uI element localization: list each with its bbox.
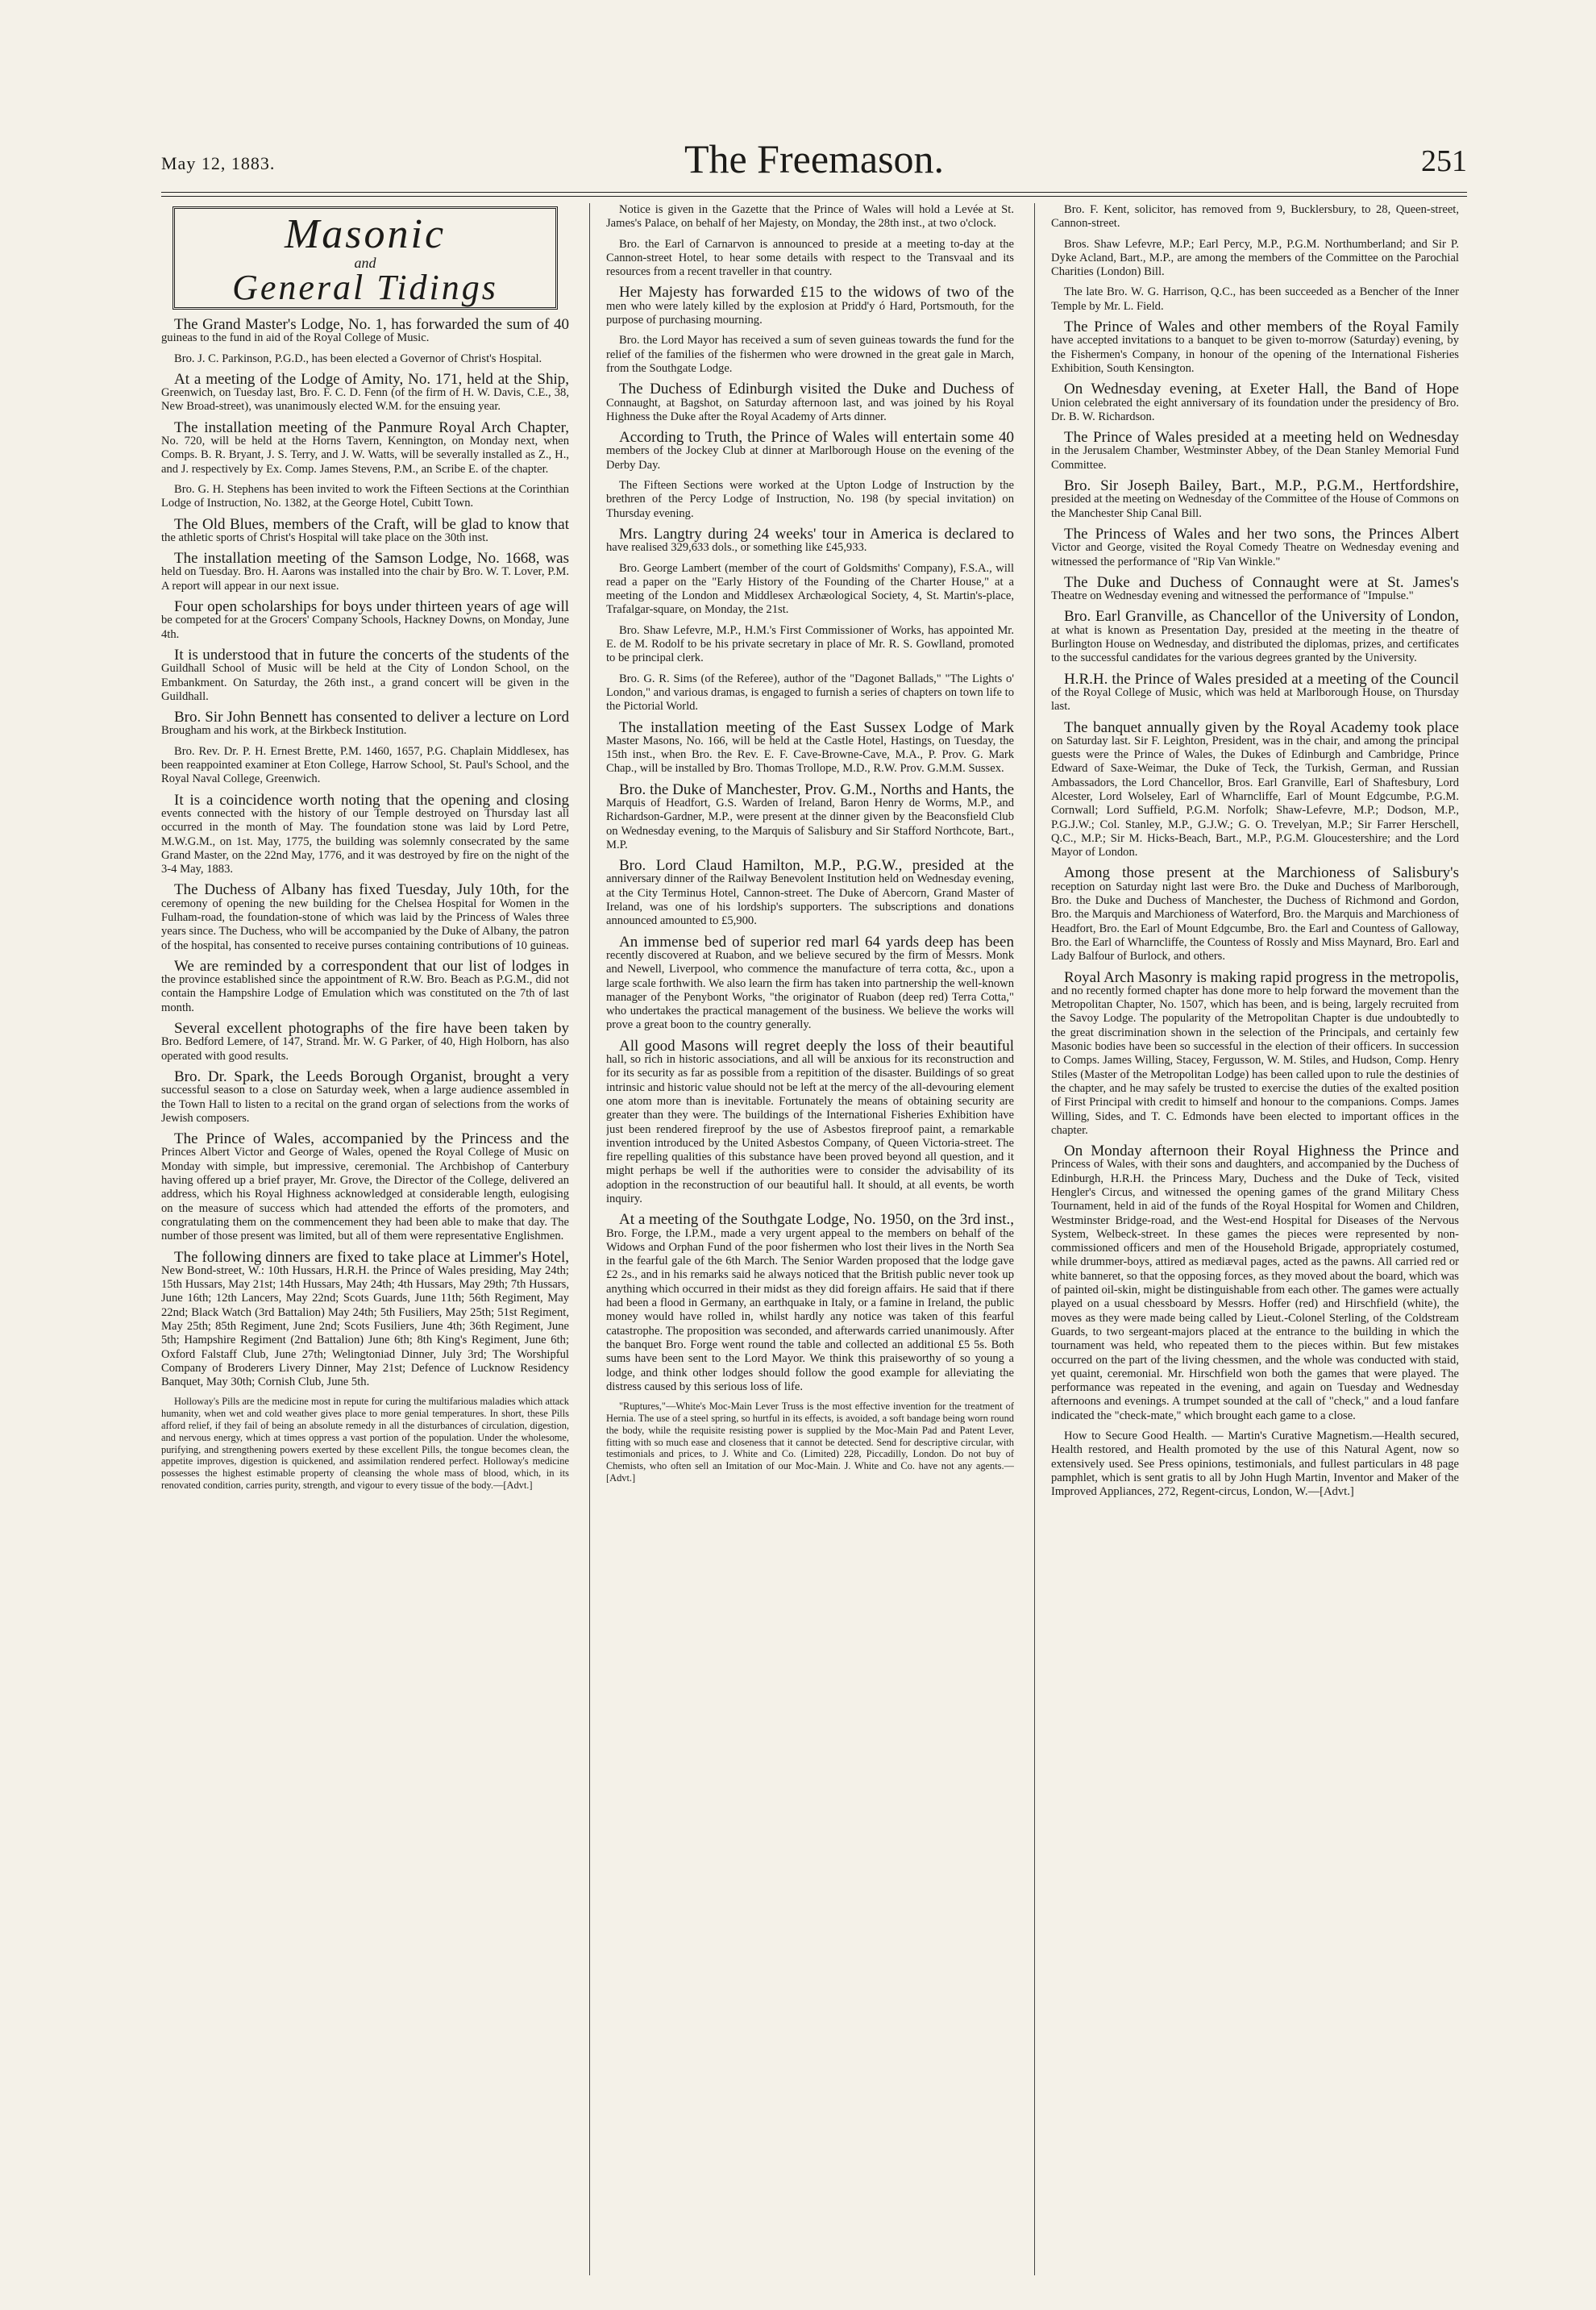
advertisement: Holloway's Pills are the medicine most in repute for curing the multifarious maladies which attack humanity, when wet and cold weather gives place to more genial temperatures. In short, these Pills afford relief, if they fail of being an absolute remedy in all the disturbances of circulation, digestion, and nervous energy, which at times oppress a vast portion of the population. Under the wholesome, purifying, and strengthening powers exerted by these excellent Pills, the tongue becomes clean, the appetite improves, digestion is quickened, and assimilation rendered perfect. Holloway's medicine possesses the highest estimable property of cleansing the whole mass of blood, which, in its renovated condition, carries purity, strength, and vigour to every tissue of the body.—[Advt.] [161, 1396, 569, 1492]
paragraph: All good Masons will regret deeply the loss of their beautiful hall, so rich in historic associations, and all will be anxious for its reconstruction and for its security as far as possible from a repitition of the disaster. Buildings of so great intrinsic and historic value should not be left at the mercy of the all-devouring element one atom more than is inevitable. Fortunately the means of obtaining security are greater than they were. The buildings of the International Fisheries Exhibition have just been rendered fireproof by the use of Asbestos fireproof paint, a remarkable invention introduced by the United Asbestos Company, of Queen Victoria-street. The fire repelling qualities of this substance have been proved beyond all question, and it might perhaps be well if the authorities were to consider the advisability of its adoption in the reconstruction of our beautiful hall. It should, at all events, be worth inquiry. [606, 1037, 1014, 1205]
advertisement: How to Secure Good Health. — Martin's Curative Magnetism.—Health secured, Health restored, and Health promoted by the use of this Natural Agent, now so extensively used. See Press opinions, testimonials, and fullest particulars in 48 page pamphlet, which is sent gratis to all by John Hugh Martin, Inventor and Maker of the Improved Appliances, 272, Regent-circus, London, W.—[Advt.] [1051, 1430, 1459, 1499]
paragraph: Bro. Earl Granville, as Chancellor of the University of London, at what is known as Presentation Day, presided at the meeting in the theatre of Burlington House on Wednesday, and distributed the diplomas, prizes, and certificates to the successful candidates for the various degrees granted by the University. [1051, 608, 1459, 665]
paragraph: The Fifteen Sections were worked at the Upton Lodge of Instruction by the brethren of the Percy Lodge of Instruction, No. 198 (by special invitation) on Thursday evening. [606, 479, 1014, 520]
newspaper-title: The Freemason. [684, 136, 945, 181]
paragraph: Bro. the Duke of Manchester, Prov. G.M., Norths and Hants, the Marquis of Headfort, G.S. Warden of Ireland, Baron Henry de Worms, M.P., and Richardson-Gardner, M.P., were present at the dinner given by the Beaconsfield Club on Wednesday evening, to the Marquis of Salisbury and Sir Stafford Northcote, Bart., M.P. [606, 780, 1014, 851]
paragraph: Bro. G. H. Stephens has been invited to work the Fifteen Sections at the Corinthian Lodge of Instruction, No. 1382, at the George Hotel, Cubitt Town. [161, 482, 569, 510]
paragraph: Bro. Rev. Dr. P. H. Ernest Brette, P.M. 1460, 1657, P.G. Chaplain Middlesex, has been reappointed examiner at Eton College, Harrow School, St. Paul's School, and the Royal Naval College, Greenwich. [161, 744, 569, 786]
paragraph: Bro. Sir Joseph Bailey, Bart., M.P., P.G.M., Hertfordshire, presided at the meeting on Wednesday of the Committee of the House of Commons on the Manchester Ship Canal Bill. [1051, 477, 1459, 520]
paragraph: It is understood that in future the concerts of the students of the Guildhall School of Music will be held at the City of London School, on the Embankment. On Saturday, the 26th inst., a grand concert will be given in the Guildhall. [161, 646, 569, 703]
paragraph: It is a coincidence worth noting that the opening and closing events connected with the history of our Temple destroyed on Thursday last all occurred in the month of May. The foundation stone was laid by Lord Petre, M.W.G.M., on 1st. May, 1775, the building was solemnly consecrated by the same Grand Master, on the 22nd May, 1776, and it was destroyed by fire on the night of the 3-4 May, 1883. [161, 791, 569, 876]
column-1 [161, 203, 569, 2283]
column-divider [1034, 203, 1035, 2275]
paragraph: The Old Blues, members of the Craft, will be glad to know that the athletic sports of Christ's Hospital will take place on the 30th inst. [161, 515, 569, 544]
paragraph: The Duchess of Albany has fixed Tuesday, July 10th, for the ceremony of opening the new building for the Chelsea Hospital for Women in the Fulham-road, the foundation-stone of which was laid by the Princess of Wales three years since. The Duchess, who will be accompanied by the Duke of Albany, the patron of the hospital, has consented to receive purses containing contributions of 10 guineas. [161, 881, 569, 952]
paragraph: The Duchess of Edinburgh visited the Duke and Duchess of Connaught, at Bagshot, on Saturday afternoon last, and was joined by his Royal Highness the Duke after the Royal Academy of Arts dinner. [606, 381, 1014, 423]
paragraph: Bro. the Lord Mayor has received a sum of seven guineas towards the fund for the relief of the families of the fishermen who were drowned in the great gale in March, from the Southgate Lodge. [606, 334, 1014, 375]
paragraph: According to Truth, the Prince of Wales will entertain some 40 members of the Jockey Club at dinner at Marlborough House on the evening of the Derby Day. [606, 429, 1014, 472]
page-number: 251 [1421, 144, 1467, 178]
column-3 [1051, 203, 1459, 2283]
paragraph: Royal Arch Masonry is making rapid progress in the metropolis, and no recently formed chapter has done more to help forward the movement than the Metropolitan Chapter, No. 1507, which has been, and is being, largely recruited from the Savoy Lodge. The popularity of the Metropolitan Chapter is due undoubtedly to the great discrimination shown in the selection of the Principals, and certainly few Masonic bodies have been so successful in the election of their officers. In succession to Comps. James Willing, Stacey, Fergusson, W. M. Stiles, and Hudson, Comp. Henry Stiles (Master of the Metropolitan Lodge) has been called upon to rule the destinies of the chapter, and he may safely be trusted to exercise the duties of the exalted position of First Principal with credit to himself and honour to the companions. Comps. James Willing, Sides, and T. C. Edmonds have been elected to important offices in the chapter. [1051, 968, 1459, 1137]
paragraph: Several excellent photographs of the fire have been taken by Bro. Bedford Lemere, of 147, Strand. Mr. W. G Parker, of 40, High Holborn, has also operated with good results. [161, 1020, 569, 1063]
paragraph: At a meeting of the Lodge of Amity, No. 171, held at the Ship, Greenwich, on Tuesday last, Bro. F. C. D. Fenn (of the firm of H. W. Davis, C.E., 38, New Broad-street), was unanimously elected W.M. for the ensuing year. [161, 370, 569, 414]
paragraph: At a meeting of the Southgate Lodge, No. 1950, on the 3rd inst., Bro. Forge, the I.P.M., made a very urgent appeal to the members on behalf of the Widows and Orphan Fund of the poor fishermen who lost their lives in the North Sea in the fearful gale of the 6th March. The Senior Warden proposed that the lodge gave £2 2s., and in his remarks said he always noticed that the British public never took up anything which occurred in their midst as they did foreign affairs. He said that if there had been a flood in Germany, an earthquake in Italy, or a famine in Ireland, the public money would have rolled in, whilst hardly any notice was taken of this fearful catastrophe. The proposition was seconded, and afterwards carried unanimously. After the banquet Bro. Forge went round the table and collected an additional £5 5s. Both sums have been sent to the Lord Mayor. We think this praiseworthy of so young a lodge, and think other lodges should follow the good example for alleviating the distress caused by this serious loss of life. [606, 1211, 1014, 1393]
column-2 [606, 203, 1014, 2283]
paragraph: Bro. G. R. Sims (of the Referee), author of the "Dagonet Ballads," "The Lights o' London," and various dramas, is engaged to furnish a series of chapters on town life to the Pictorial World. [606, 672, 1014, 714]
masonic-general-tidings-banner [172, 206, 558, 310]
paragraph: The Princess of Wales and her two sons, the Princes Albert Victor and George, visited the Royal Comedy Theatre on Wednesday evening and witnessed the performance of "Rip Van Winkle." [1051, 525, 1459, 568]
column-divider [589, 203, 590, 2275]
advertisement: "Ruptures,"—White's Moc-Main Lever Truss is the most effective invention for the treatment of Hernia. The use of a steel spring, so hurtful in its effects, is avoided, a soft bandage being worn round the body, while the requisite resisting power is supplied by the Moc-Main Pad and Patent Lever, fitting with so much ease and closeness that it cannot be detected. Send for descriptive circular, with testimonials and prices, to J. White and Co. (Limited) 228, Piccadilly, London. Do not buy of Chemists, who often sell an Imitation of our Moc-Main. J. White and Co. have not any agents.—[Advt.] [606, 1401, 1014, 1484]
paragraph: An immense bed of superior red marl 64 yards deep has been recently discovered at Ruabon, and we believe secured by the firm of Messrs. Monk and Newell, Liverpool, who commence the manufacture of terra cotta, &c., upon a large scale forthwith. We also learn the firm has taken into partnership the well-known manager of the Penybont Works, "the originator of Ruabon (deep red) Terra Cotta," who undertakes the practical management of the business. We believe the works will prove a great boon to the country generally. [606, 933, 1014, 1032]
paragraph: The installation meeting of the Panmure Royal Arch Chapter, No. 720, will be held at the Horns Tavern, Kennington, on Monday next, when Comps. B. R. Bryant, J. S. Terry, and J. W. Watts, will be severally installed as Z., H., and J. respectively by Ex. Comp. James Stevens, P.M., an Scribe E. of the chapter. [161, 418, 569, 476]
paragraph: Bro. Dr. Spark, the Leeds Borough Organist, brought a very successful season to a close on Saturday week, when a large audience assembled in the Town Hall to listen to a recital on the grand organ of selections from the works of Jewish composers. [161, 1068, 569, 1125]
paragraph: The late Bro. W. G. Harrison, Q.C., has been succeeded as a Bencher of the Inner Temple by Mr. L. Field. [1051, 285, 1459, 313]
masthead-rule [161, 192, 1467, 193]
paragraph: Four open scholarships for boys under thirteen years of age will be competed for at the Grocers' Company Schools, Hackney Downs, on Monday, June 4th. [161, 598, 569, 641]
paragraph: The Grand Master's Lodge, No. 1, has forwarded the sum of 40 guineas to the fund in aid of the Royal College of Music. [161, 316, 569, 345]
issue-date: May 12, 1883. [161, 153, 276, 173]
paragraph: The Prince of Wales, accompanied by the Princess and the Princes Albert Victor and George of Wales, opened the Royal College of Music on Monday with simple, but impressive, ceremonial. The Archbishop of Canterbury having offered up a brief prayer, Mr. Grove, the Director of the College, delivered an address, which his Royal Highness acknowledged at considerable length, eulogising on the measure of success which had attended the efforts of the promoters, and congratulating them on the commencement they had been able to make that day. The number of those present was limited, but all of them were representative Englishmen. [161, 1130, 569, 1243]
paragraph: Notice is given in the Gazette that the Prince of Wales will hold a Levée at St. James's Palace, on behalf of her Majesty, on Monday, the 28th inst., at two o'clock. [606, 203, 1014, 231]
paragraph: Bro. Lord Claud Hamilton, M.P., P.G.W., presided at the anniversary dinner of the Railway Benevolent Institution held on Wednesday evening, at the City Terminus Hotel, Cannon-street. The Duke of Abercorn, Grand Master of Ireland, was one of his lordship's supporters. The subscriptions and donations announced amounted to £5,900. [606, 857, 1014, 928]
paragraph: We are reminded by a correspondent that our list of lodges in the province established since the appointment of R.W. Bro. Beach as P.G.M., did not contain the Hampshire Lodge of Emulation which was constituted on the 7th of last month. [161, 957, 569, 1014]
paragraph: Her Majesty has forwarded £15 to the widows of two of the men who were lately killed by the explosion at Pridd'y ó Hard, Portsmouth, for the purpose of purchasing mourning. [606, 284, 1014, 327]
paragraph: Bros. Shaw Lefevre, M.P.; Earl Percy, M.P., P.G.M. Northumberland; and Sir P. Dyke Acland, Bart., M.P., are among the members of the Committee on the Parochial Charities (London) Bill. [1051, 237, 1459, 279]
paragraph: The Prince of Wales presided at a meeting held on Wednesday in the Jerusalem Chamber, Westminster Abbey, of the Dean Stanley Memorial Fund Committee. [1051, 429, 1459, 472]
banner-line-2: and [354, 255, 376, 271]
paragraph: Bro. Sir John Bennett has consented to deliver a lecture on Lord Brougham and his work, at the Birkbeck Institution. [161, 709, 569, 738]
paragraph: The following dinners are fixed to take place at Limmer's Hotel, New Bond-street, W.: 10th Hussars, H.R.H. the Prince of Wales presiding, May 24th; 15th Hussars, May 21st; 14th Hussars, May 24th; 4th Hussars, May 29th; 7th Hussars, June 16th; 12th Lancers, May 22nd; Scots Guards, June 11th; 56th Regiment, May 22nd; Black Watch (3rd Battalion) May 24th; 5th Fusiliers, May 25th; 51st Regiment, May 25th; 85th Regiment, June 2nd; Scots Fusiliers, June 4th; 36th Regiment, June 5th; Hampshire Regiment (2nd Battalion) June 6th; 8th King's Regiment, June 6th; Oxford Falstaff Club, June 27th; Welingtoniad Dinner, July 3rd; The Worshipful Company of Broderers Livery Dinner, May 21st; Defence of Lucknow Residency Banquet, May 30th; Cornish Club, June 5th. [161, 1248, 569, 1389]
masthead [161, 135, 1467, 189]
paragraph: Mrs. Langtry during 24 weeks' tour in America is declared to have realised 329,633 dols., or something like £45,933. [606, 525, 1014, 555]
paragraph: The banquet annually given by the Royal Academy took place on Saturday last. Sir F. Leighton, President, was in the chair, and among the principal guests were the Prince of Wales, the Dukes of Edinburgh and Cambridge, Prince Edward of Saxe-Weimar, the Duke of Teck, the Turkish, German, and Russian Ambassadors, the Lord Chancellor, Bros. Earl Granville, Earl of Shaftesbury, Lord Alcester, Lord Wolseley, Earl of Wharncliffe, Earl of Mount Edgcumbe, P.G.M. Cornwall; Lord Suffield, P.G.M. Norfolk; Shaw-Lefevre, M.P.; Dodson, M.P., P.G.J.W.; Col. Stanley, M.P., G.J.W.; G. O. Trevelyan, M.P.; Sir Farrer Herschell, Q.C., M.P.; Sir M. Hicks-Beach, Bart., M.P., P.G.M. Gloucestershire; and the Lord Mayor of London. [1051, 718, 1459, 859]
paragraph: Among those present at the Marchioness of Salisbury's reception on Saturday night last were Bro. the Duke and Duchess of Marlborough, Bro. the Duke and Duchess of Manchester, the Duchess of Richmond and Gordon, Bro. the Marquis and Marchioness of Waterford, Bro. the Marquis and Marchioness of Headfort, Bro. the Earl of Mount Edgcumbe, Bro. the Earl and Countess of Galloway, Bro. the Earl of Wharncliffe, the Countess of Rossly and Miss Maynard, Bro. Earl and Lady Balfour of Burlock, and others. [1051, 864, 1459, 964]
paragraph: Bro. F. Kent, solicitor, has removed from 9, Bucklersbury, to 28, Queen-street, Cannon-street. [1051, 203, 1459, 231]
paragraph: The Duke and Duchess of Connaught were at St. James's Theatre on Wednesday evening and witnessed the performance of "Impulse." [1051, 573, 1459, 603]
paragraph: Bro. J. C. Parkinson, P.G.D., has been elected a Governor of Christ's Hospital. [174, 352, 542, 365]
paragraph: Bro. Shaw Lefevre, M.P., H.M.'s First Commissioner of Works, has appointed Mr. E. de M. Rodolf to be his private secretary in place of Mr. R. S. Gowlland, promoted to be principal clerk. [606, 623, 1014, 665]
paragraph: On Monday afternoon their Royal Highness the Prince and Princess of Wales, with their sons and daughters, and accompanied by the Duchess of Edinburgh, H.R.H. the Princess Mary, Duchess and the Duke of Teck, visited Hengler's Circus, and witnessed the opening games of the grand Military Chess Tournament, held in aid of the funds of the Royal Hospital for Women and Children, Westminster Bridge-road, and the West-end Hospital for Diseases of the Nervous System, Welbeck-street. In these games the pieces were represented by non-commissioned officers and men of the Household Brigade, appropriately costumed, while drummer-boys, attired as mediæval pages, acted as the pawns. All carried red or white banneret, so that the opposing forces, as they moved about the board, which was of painted oil-skin, might be distinguishable from each other. The games were actually played on a usual chessboard by Messrs. Hoffer (red) and Hirschfield (white), the moves as they were made being called by Lieut.-Colonel Sterling, of the Coldstream Guards, to two sergeant-majors placed at the entrance to the building in which the tournament was held, who repeated them to the pieces within. But few mistakes occurred on the part of the living chessmen, and the whole was conducted with staid, yet quaint, ceremonial. Mr. Hirschfield won both the games that were played. The performance was repeated in the evening, and again on Tuesday and Wednesday afternoons and evenings. A trumpet sounded at the call of "check," and a loud fanfare indicated the "check-mate," which brought each game to a close. [1051, 1143, 1459, 1422]
banner-line-1: Masonic [284, 211, 447, 257]
banner-line-3: General Tidings [232, 268, 498, 307]
paragraph: Bro. the Earl of Carnarvon is announced to preside at a meeting to-day at the Cannon-street Hotel, to hear some details with respect to the Transvaal and its resources from a recent traveller in that country. [606, 237, 1014, 279]
paragraph: The Prince of Wales and other members of the Royal Family have accepted invitations to a banquet to be given to-morrow (Saturday) evening, by the Fishermen's Company, in honour of the opening of the International Fisheries Exhibition, South Kensington. [1051, 318, 1459, 375]
masthead-rule-thin [161, 196, 1467, 197]
paragraph: Bro. George Lambert (member of the court of Goldsmiths' Company), F.S.A., will read a paper on the "Early History of the Founding of the Charter House," at a meeting of the London and Middlesex Archæological Society, 4, St. Martin's-place, Trafalgar-square, on Monday, the 21st. [606, 561, 1014, 617]
paragraph: H.R.H. the Prince of Wales presided at a meeting of the Council of the Royal College of Music, which was held at Marlborough House, on Thursday last. [1051, 670, 1459, 714]
paragraph: The installation meeting of the East Sussex Lodge of Mark Master Masons, No. 166, will be held at the Castle Hotel, Hastings, on Tuesday, the 15th inst., when Bro. the Rev. E. F. Cave-Browne-Cave, M.A., P. Prov. G. Mark Chap., will be installed by Bro. Thomas Trollope, M.D., R.W. Prov. G.M.M. Sussex. [606, 718, 1014, 776]
paragraph: On Wednesday evening, at Exeter Hall, the Band of Hope Union celebrated the eight anniversary of its foundation under the presidency of Bro. Dr. B. W. Richardson. [1051, 381, 1459, 423]
paragraph: The installation meeting of the Samson Lodge, No. 1668, was held on Tuesday. Bro. H. Aarons was installed into the chair by Bro. W. T. Lover, P.M. A report will appear in our next issue. [161, 550, 569, 593]
